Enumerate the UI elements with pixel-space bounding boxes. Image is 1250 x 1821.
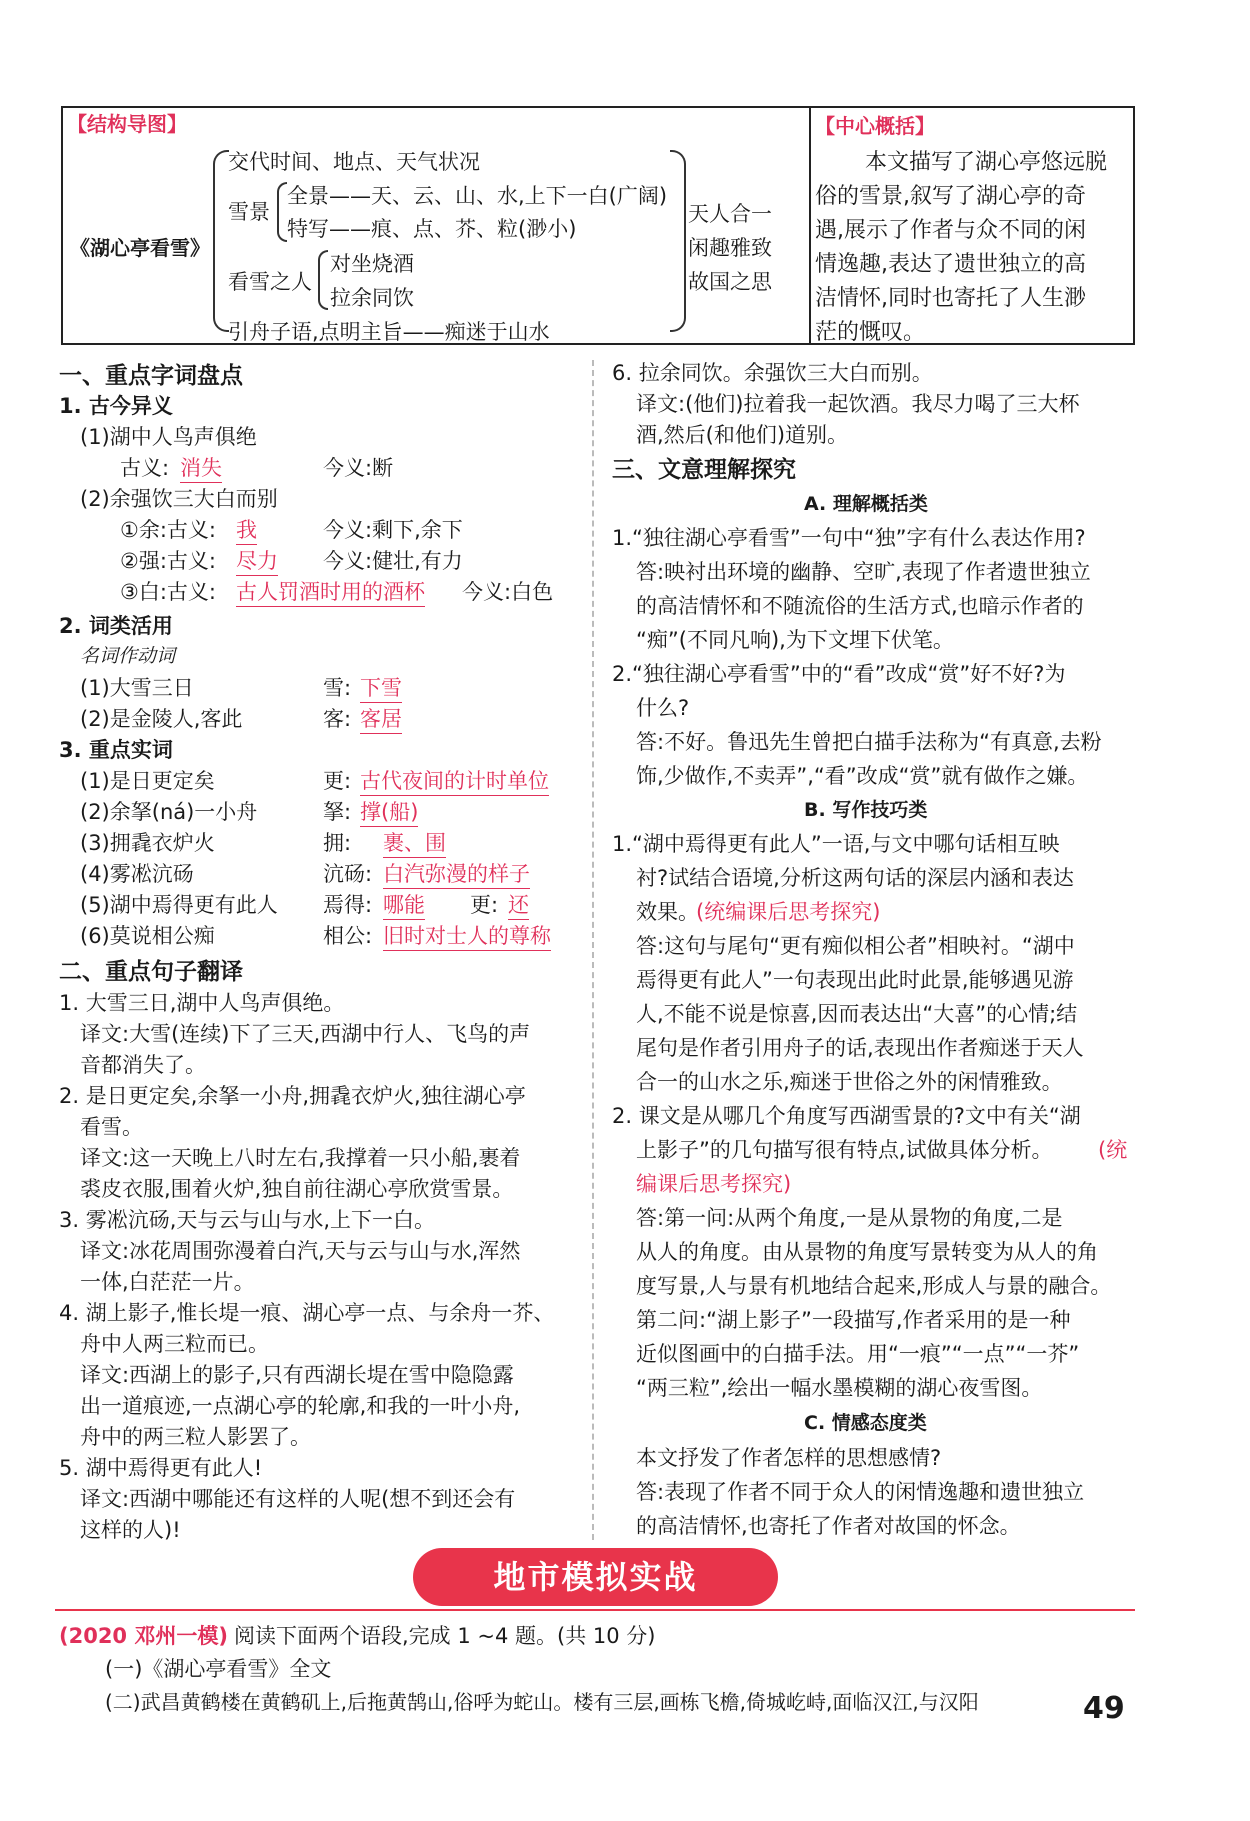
people-brace (318, 250, 328, 310)
s3-question: 什么? (636, 696, 690, 720)
s3-answer: 人,不能不说是惊喜,因而表达出“大喜”的心情;结 (636, 1002, 1078, 1026)
s1-answer: 裹、围 (383, 827, 446, 858)
s3-question: 1.“独往湖心亭看雪”一句中“独”字有什么表达作用? (612, 526, 1086, 550)
s3-answer: 合一的山水之乐,痴迷于世俗之外的闲情雅致。 (636, 1070, 1063, 1094)
s3-question: 效果。 (636, 900, 699, 924)
s3-question: 2.“独往湖心亭看雪”中的“看”改成“赏”好不好?为 (612, 662, 1066, 686)
s1-label: 客: (323, 707, 352, 731)
s1-item: (4)雾凇沆砀 (80, 862, 194, 886)
s1-answer: 下雪 (360, 672, 402, 703)
s2-question: 舟中人两三粒而已。 (80, 1332, 269, 1356)
section2-title: 二、重点句子翻译 (59, 959, 243, 985)
s2-translation: 这样的人)! (80, 1518, 181, 1542)
s2-translation: 译文:西湖中哪能还有这样的人呢(想不到还会有 (80, 1487, 516, 1511)
s1-item: (2)是金陵人,客此 (80, 707, 243, 731)
s3-answer: 焉得更有此人”一句表现出此时此景,能够遇见游 (636, 968, 1074, 992)
s1-heading-2: 2. 词类活用 (59, 614, 173, 638)
theme-1: 天人合一 (688, 202, 772, 226)
box-divider (809, 108, 811, 343)
snow-item-2: 特写——痕、点、芥、粒(渺小) (287, 217, 577, 241)
s2-question: 5. 湖中焉得更有此人! (59, 1456, 263, 1480)
s1-heading-1: 1. 古今异义 (59, 394, 173, 418)
s2-translation: 一体,白茫茫一片。 (80, 1270, 255, 1294)
passage-2-text: (二)武昌黄鹤楼在黄鹤矶上,后拖黄鹄山,俗呼为蛇山。楼有三层,画栋飞檐,倚城屹峙,面临汉江,与汉阳 (105, 1690, 979, 1714)
s1-answer: 白汽弥漫的样子 (383, 858, 530, 889)
s1-label: 更: (323, 769, 352, 793)
s1-label: 更: (470, 893, 499, 917)
structure-item-1: 交代时间、地点、天气状况 (228, 150, 480, 174)
s2-question: 1. 大雪三日,湖中人鸟声俱绝。 (59, 991, 345, 1015)
s1-modern: 今义:断 (323, 456, 394, 480)
s3-answer: “两三粒”,绘出一幅水墨模糊的湖心夜雪图。 (636, 1376, 1043, 1400)
s1-answer: 哪能 (383, 889, 425, 920)
s3-answer: 答:映衬出环境的幽静、空旷,表现了作者遗世独立 (636, 560, 1091, 584)
right-brace (670, 150, 686, 332)
theme-3: 故国之思 (688, 270, 772, 294)
s3-category-a: A. 理解概括类 (804, 493, 928, 515)
s1-answer: 还 (508, 889, 529, 920)
s1-label: 雪: (323, 676, 352, 700)
s1-label: ①余:古义: (120, 518, 216, 542)
s1-answer: 古人罚酒时用的酒杯 (236, 576, 425, 607)
s3-category-c: C. 情感态度类 (804, 1412, 927, 1434)
s1-answer: 我 (236, 514, 257, 545)
s2-question: 4. 湖上影子,惟长堤一痕、湖心亭一点、与余舟一芥、 (59, 1301, 555, 1325)
practice-banner: 地市模拟实战 (413, 1548, 778, 1606)
s2-translation: 译文:冰花周围弥漫着白汽,天与云与山与水,浑然 (80, 1239, 521, 1263)
page-number: 49 (1083, 1691, 1125, 1726)
s1-label: 拥: (323, 831, 352, 855)
s1-answer: 尽力 (236, 545, 278, 576)
s2-translation: 裘皮衣服,围着火炉,独自前往湖心亭欣赏雪景。 (80, 1177, 514, 1201)
theme-2: 闲趣雅致 (688, 236, 772, 260)
s1-item: (2)余强饮三大白而别 (80, 487, 278, 511)
s1-label: 焉得: (323, 893, 373, 917)
center-line: 本文描写了湖心亭悠远脱 (865, 150, 1108, 175)
structure-item-4: 引舟子语,点明主旨——痴迷于山水 (228, 320, 550, 344)
people-label: 看雪之人 (228, 270, 312, 294)
s2-translation: 出一道痕迹,一点湖心亭的轮廓,和我的一叶小舟, (80, 1394, 521, 1418)
s2-translation: 酒,然后(和他们)道别。 (636, 423, 849, 447)
s3-source-note: 编课后思考探究) (636, 1172, 792, 1196)
s3-answer: 第二问:“湖上影子”一段描写,作者采用的是一种 (636, 1308, 1071, 1332)
s3-question: 上影子”的几句描写很有特点,试做具体分析。 (636, 1138, 1053, 1162)
s3-answer: 从人的角度。由从景物的角度写景转变为从人的角 (636, 1240, 1098, 1264)
s2-question: 看雪。 (80, 1115, 143, 1139)
s3-answer: “痴”(不同凡响),为下文埋下伏笔。 (636, 628, 954, 652)
main-brace (213, 150, 229, 332)
passage-1-title: (一)《湖心亭看雪》全文 (105, 1657, 332, 1681)
s2-translation: 译文:(他们)拉着我一起饮酒。我尽力喝了三大杯 (636, 392, 1080, 416)
exam-source: (2020 邓州一模) (59, 1624, 228, 1648)
column-divider (592, 360, 594, 1540)
s3-question: 本文抒发了作者怎样的思想感情? (636, 1446, 942, 1470)
s1-label: 古义: (120, 456, 170, 480)
s1-subheading: 名词作动词 (80, 645, 176, 667)
s1-heading-3: 3. 重点实词 (59, 738, 173, 762)
s2-translation: 音都消失了。 (80, 1053, 206, 1077)
s3-source-note: (统 (1098, 1138, 1128, 1162)
s1-item: (1)大雪三日 (80, 676, 194, 700)
center-line: 俗的雪景,叙写了湖心亭的奇 (815, 184, 1086, 209)
s1-modern: 今义:白色 (462, 580, 554, 604)
s1-label: ③白:古义: (120, 580, 216, 604)
section3-title: 三、文意理解探究 (612, 457, 796, 483)
s3-answer: 答:不好。鲁迅先生曾把白描手法称为“有真意,去粉 (636, 730, 1102, 754)
s1-item: (6)莫说相公痴 (80, 924, 215, 948)
s3-category-b: B. 写作技巧类 (804, 799, 928, 821)
people-item-2: 拉余同饮 (330, 286, 414, 310)
s1-label: ②强:古义: (120, 549, 216, 573)
s2-translation: 译文:西湖上的影子,只有西湖长堤在雪中隐隐露 (80, 1363, 514, 1387)
s3-answer: 答:表现了作者不同于众人的闲情逸趣和遗世独立 (636, 1480, 1085, 1504)
s3-answer: 尾句是作者引用舟子的话,表现出作者痴迷于天人 (636, 1036, 1084, 1060)
s3-answer: 度写景,人与景有机地结合起来,形成人与景的融合。 (636, 1274, 1112, 1298)
s1-label: 相公: (323, 924, 373, 948)
snow-item-1: 全景——天、云、山、水,上下一白(广阔) (287, 184, 668, 208)
s3-answer: 饰,少做作,不卖弄”,“看”改成“赏”就有做作之嫌。 (636, 764, 1089, 788)
s1-answer: 客居 (360, 703, 402, 734)
s1-item: (5)湖中焉得更有此人 (80, 893, 278, 917)
s1-item: (2)余拏(ná)一小舟 (80, 800, 258, 824)
s3-question: 衬?试结合语境,分析这两句话的深层内涵和表达 (636, 866, 1074, 890)
banner-rule (55, 1609, 1135, 1611)
s1-modern: 今义:健壮,有力 (323, 549, 463, 573)
s3-answer: 近似图画中的白描手法。用“一痕”“一点”“一芥” (636, 1342, 1080, 1366)
s3-question: 1.“湖中焉得更有此人”一语,与文中哪句话相互映 (612, 832, 1060, 856)
center-tag: 【中心概括】 (815, 114, 935, 138)
s2-question: 6. 拉余同饮。余强饮三大白而别。 (612, 361, 933, 385)
s3-answer: 答:第一问:从两个角度,一是从景物的角度,二是 (636, 1206, 1063, 1230)
s1-item: (1)湖中人鸟声俱绝 (80, 425, 257, 449)
s1-answer: 旧时对士人的尊称 (383, 920, 551, 951)
s2-translation: 舟中的两三粒人影罢了。 (80, 1425, 311, 1449)
structure-title: 《湖心亭看雪》 (70, 236, 210, 260)
s1-label: 沆砀: (323, 862, 373, 886)
people-item-1: 对坐烧酒 (330, 252, 414, 276)
s1-modern: 今义:剩下,余下 (323, 518, 463, 542)
center-line: 洁情怀,同时也寄托了人生渺 (815, 286, 1086, 311)
exam-instruction: 阅读下面两个语段,完成 1 ~4 题。(共 10 分) (234, 1624, 656, 1648)
s3-question: 2. 课文是从哪几个角度写西湖雪景的?文中有关“湖 (612, 1104, 1081, 1128)
s1-item: (3)拥毳衣炉火 (80, 831, 215, 855)
s1-answer: 撑(船) (360, 796, 418, 827)
center-line: 遇,展示了作者与众不同的闲 (815, 218, 1086, 243)
s1-label: 拏: (323, 800, 352, 824)
s2-question: 3. 雾凇沆砀,天与云与山与水,上下一白。 (59, 1208, 436, 1232)
section1-title: 一、重点字词盘点 (59, 363, 243, 389)
s3-source-note: (统编课后思考探究) (696, 900, 881, 924)
s1-answer: 消失 (180, 452, 222, 483)
s3-answer: 的高洁情怀和不随流俗的生活方式,也暗示作者的 (636, 594, 1084, 618)
s1-item: (1)是日更定矣 (80, 769, 215, 793)
center-line: 情逸趣,表达了遗世独立的高 (815, 252, 1086, 277)
center-line: 茫的慨叹。 (815, 320, 926, 345)
s2-question: 2. 是日更定矣,余拏一小舟,拥毳衣炉火,独往湖心亭 (59, 1084, 526, 1108)
structure-tag: 【结构导图】 (67, 112, 187, 136)
snow-label: 雪景 (228, 200, 270, 224)
s3-answer: 答:这句与尾句“更有痴似相公者”相映衬。“湖中 (636, 934, 1075, 958)
snow-brace (277, 182, 287, 242)
s2-translation: 译文:大雪(连续)下了三天,西湖中行人、飞鸟的声 (80, 1022, 531, 1046)
s1-answer: 古代夜间的计时单位 (360, 765, 549, 796)
s3-answer: 的高洁情怀,也寄托了作者对故国的怀念。 (636, 1514, 1021, 1538)
s2-translation: 译文:这一天晚上八时左右,我撑着一只小船,裹着 (80, 1146, 521, 1170)
